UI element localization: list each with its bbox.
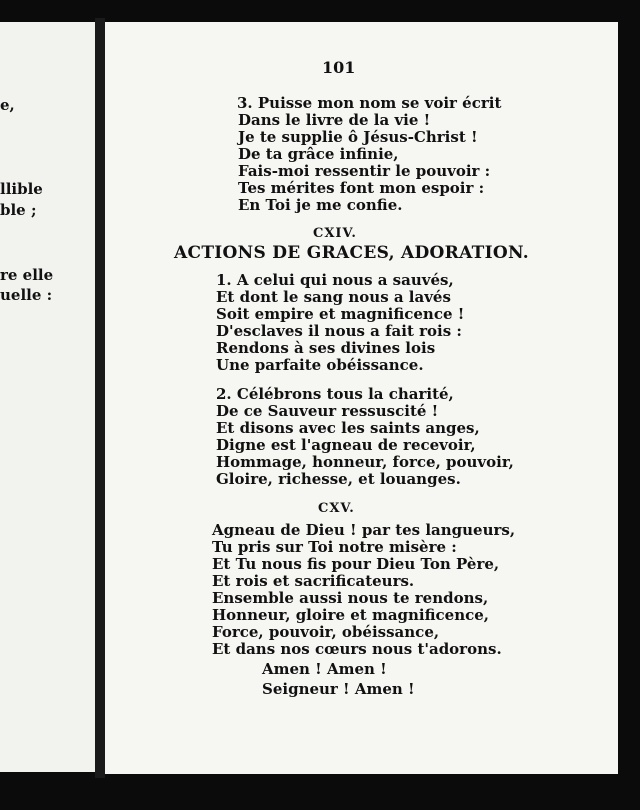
verse-line: Hommage, honneur, force, pouvoir, bbox=[216, 453, 514, 471]
verse-line: Tu pris sur Toi notre misère : bbox=[212, 538, 457, 556]
verse-line: Digne est l'agneau de recevoir, bbox=[216, 436, 476, 454]
hymn-number: CXV. bbox=[318, 501, 355, 516]
verse-line: Rendons à ses divines lois bbox=[216, 339, 436, 357]
left-page-fragment: uelle : bbox=[0, 286, 53, 304]
verse-line: Honneur, gloire et magnificence, bbox=[212, 606, 490, 624]
left-page-fragment: ble ; bbox=[0, 201, 37, 219]
verse-line: Et dont le sang nous a lavés bbox=[216, 288, 451, 306]
verse-line: Force, pouvoir, obéissance, bbox=[212, 623, 440, 641]
verse-line: 2. Célébrons tous la charité, bbox=[216, 385, 454, 403]
verse-line: 3. Puisse mon nom se voir écrit bbox=[237, 94, 502, 112]
verse-line: De ce Sauveur ressuscité ! bbox=[216, 402, 439, 420]
page-number: 101 bbox=[322, 58, 356, 77]
page-edge bbox=[618, 20, 640, 810]
verse-line: Je te supplie ô Jésus-Christ ! bbox=[238, 128, 478, 146]
verse-line: Tes mérites font mon espoir : bbox=[238, 179, 485, 197]
hymn-title: ACTIONS DE GRACES, ADORATION. bbox=[174, 243, 529, 263]
verse-line: Et dans nos cœurs nous t'adorons. bbox=[212, 640, 502, 658]
left-page bbox=[0, 22, 95, 772]
verse-line: Fais-moi ressentir le pouvoir : bbox=[238, 162, 491, 180]
verse-line: Dans le livre de la vie ! bbox=[238, 111, 431, 129]
verse-line: Agneau de Dieu ! par tes langueurs, bbox=[212, 521, 516, 539]
verse-line: D'esclaves il nous a fait rois : bbox=[216, 322, 462, 340]
left-page-fragment: e, bbox=[0, 96, 15, 114]
amen-line: Amen ! Amen ! bbox=[262, 660, 387, 678]
verse-line: Une parfaite obéissance. bbox=[216, 356, 424, 374]
verse-line: Et Tu nous fis pour Dieu Ton Père, bbox=[212, 555, 500, 573]
verse-line: Gloire, richesse, et louanges. bbox=[216, 470, 461, 488]
verse-line: En Toi je me confie. bbox=[238, 196, 403, 214]
verse-line: De ta grâce infinie, bbox=[238, 145, 399, 163]
hymn-number: CXIV. bbox=[313, 226, 357, 241]
verse-line: Soit empire et magnificence ! bbox=[216, 305, 465, 323]
verse-line: Ensemble aussi nous te rendons, bbox=[212, 589, 489, 607]
book-spine bbox=[95, 18, 105, 778]
verse-line: 1. A celui qui nous a sauvés, bbox=[216, 271, 454, 289]
verse-line: Et disons avec les saints anges, bbox=[216, 419, 480, 437]
amen-line: Seigneur ! Amen ! bbox=[262, 680, 415, 698]
left-page-fragment: re elle bbox=[0, 266, 54, 284]
left-page-fragment: llible bbox=[0, 180, 43, 198]
verse-line: Et rois et sacrificateurs. bbox=[212, 572, 415, 590]
